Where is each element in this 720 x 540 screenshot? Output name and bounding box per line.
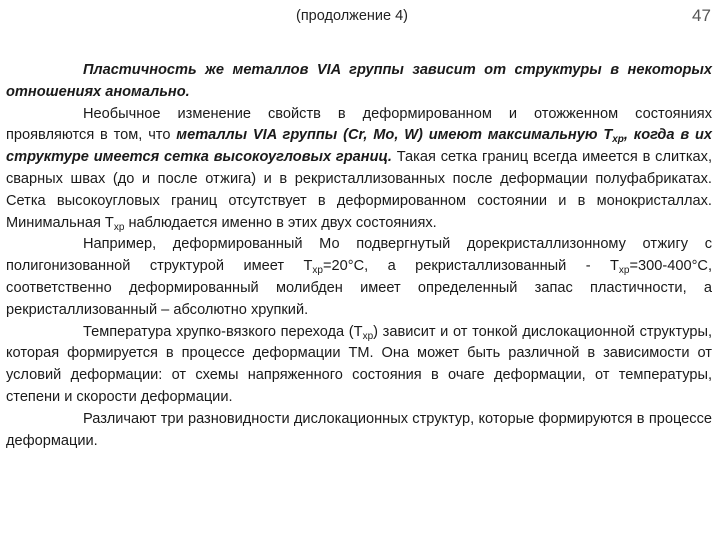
paragraph-2 [6, 104, 712, 235]
paragraph-3-b: =20°С, а рекристаллизованный - Т [322, 258, 619, 275]
paragraph-5-text: Различают три разновидности дислокационных структур, которые формируются в процессе деформации. [6, 410, 712, 449]
paragraph-2-emphasis-a: металлы VIA группы (Cr, Mo, W) имеют максимальную Т [176, 127, 613, 144]
paragraph-4-b: ) зависит и от тонкой дислокационной структуры, которая формируется в процессе деформации ТМ. Она может быть различной в зависимости от условий деформации: от схемы напряженного состояния в очаге деформации, от температуры, степени и скорости деформации. [6, 323, 712, 405]
paragraph-2-body: Такая сетка границ всегда имеется в слитках, сварных швах (до и после отжига) и в рекристаллизованных после деформации полуфабрикатах. Сетка высокоугловых границ отсутствует в деформированном состоянии и в монокристаллах. Минимальная Т [6, 149, 712, 231]
paragraph-1-text: Пластичность же металлов VIA группы зависит от структуры в некоторых отношениях аномально. [6, 62, 712, 100]
page-number: 47 [692, 6, 711, 25]
paragraph-2-intro: Необычное изменение свойств в деформированном и отожженном состояниях проявляются в том, что [6, 105, 712, 144]
paragraph-3-a: Например, деформированный Мо подвергнутый дорекристаллизонному отжигу с полигонизованной структурой имеет Т [6, 236, 712, 275]
page-header [0, 6, 720, 32]
paragraph-3-c: =300-400°С, соответственно деформированный молибден имеет определенный запас пластичности, а рекристаллизованный – абсолютно хрупкий. [6, 258, 712, 318]
paragraph-5 [6, 409, 712, 453]
subscript-khr: хр [618, 265, 630, 277]
paragraph-4 [6, 322, 712, 409]
paragraph-2-emphasis-b: , когда в их структуре имеется сетка высокоугловых границ. [6, 127, 713, 166]
subscript-khr: хр [312, 265, 323, 277]
subscript-khr: хр [612, 134, 624, 146]
paragraph-3 [6, 234, 712, 321]
paragraph-4-a: Температура хрупко-вязкого перехода (Т [83, 323, 363, 340]
subscript-khr: хр [113, 221, 125, 233]
section-title: (продолжение 4) [296, 8, 409, 24]
paragraph-2-end: наблюдается именно в этих двух состояниях. [124, 214, 437, 231]
paragraph-1 [6, 60, 712, 104]
document-body [6, 60, 712, 452]
subscript-khr: хр [362, 330, 374, 342]
